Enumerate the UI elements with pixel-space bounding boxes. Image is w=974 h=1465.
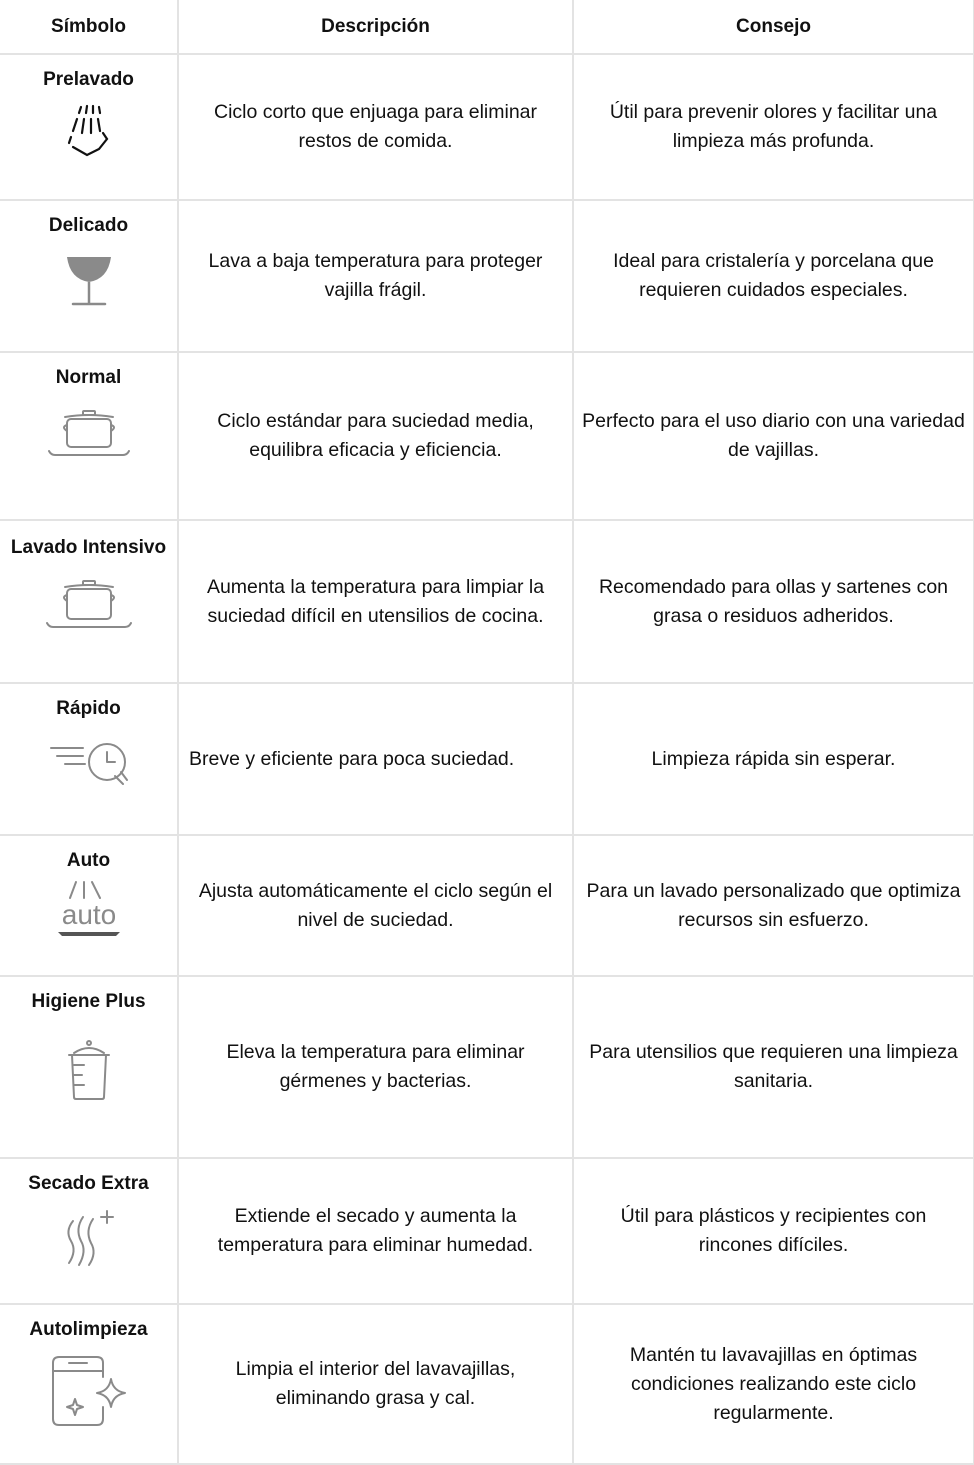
table-row [0,976,974,1158]
description-cell: Ajusta automáticamente el ciclo según el nivel de suciedad. [178,835,573,976]
symbol-cell [0,200,178,352]
symbol-cell [0,976,178,1158]
table-row [0,835,974,976]
advice-cell: Útil para prevenir olores y facilitar una limpieza más profunda. [573,54,974,200]
prewash-spray-icon [0,103,177,161]
table-row [0,1304,974,1464]
symbol-cell [0,683,178,835]
symbol-cell [0,54,178,200]
advice-cell: Ideal para cristalería y porcelana que requieren cuidados especiales. [573,200,974,352]
symbol-cell [0,835,178,976]
description-cell: Breve y eficiente para poca suciedad. [178,683,573,835]
description-cell: Limpia el interior del lavavajillas, eliminando grasa y cal. [178,1304,573,1464]
self-clean-sparkle-icon [0,1355,177,1429]
program-name: Rápido [56,698,121,719]
table-row [0,683,974,835]
extra-dry-steam-icon [0,1205,177,1271]
header-advice: Consejo [573,0,974,54]
advice-cell: Perfecto para el uso diario con una variedad de vajillas. [573,352,974,520]
advice-cell: Recomendado para ollas y sartenes con grasa o residuos adheridos. [573,520,974,683]
advice-cell: Útil para plásticos y recipientes con rincones difíciles. [573,1158,974,1304]
wine-glass-icon [0,255,177,307]
symbol-cell [0,520,178,683]
description-cell: Eleva la temperatura para eliminar gérmenes y bacterias. [178,976,573,1158]
header-symbol: Símbolo [0,0,178,54]
hygiene-container-icon [0,1039,177,1103]
header-description: Descripción [178,0,573,54]
advice-cell: Para un lavado personalizado que optimiza recursos sin esfuerzo. [573,835,974,976]
program-name: Delicado [48,215,129,236]
table-row [0,1158,974,1304]
auto-icon [0,878,177,942]
symbol-cell [0,1158,178,1304]
program-name: Autolimpieza [29,1319,148,1340]
symbol-cell [0,1304,178,1464]
program-name: Normal [55,367,122,388]
program-name: Prelavado [43,69,134,90]
symbol-cell [0,352,178,520]
table-row [0,200,974,352]
program-name: Auto [66,850,111,871]
quick-clock-icon [0,740,177,792]
advice-cell: Limpieza rápida sin esperar. [573,683,974,835]
advice-cell: Para utensilios que requieren una limpieza sanitaria. [573,976,974,1158]
program-name: Lavado Intensivo [10,537,167,558]
table-row [0,352,974,520]
pot-intensive-icon [0,579,177,631]
description-cell: Aumenta la temperatura para limpiar la suciedad difícil en utensilios de cocina. [178,520,573,683]
table-row [0,54,974,200]
table-row [0,520,974,683]
program-name: Secado Extra [28,1173,149,1194]
program-name: Higiene Plus [31,991,146,1012]
advice-cell: Mantén tu lavavajillas en óptimas condiciones realizando este ciclo regularmente. [573,1304,974,1464]
description-cell: Extiende el secado y aumenta la temperatura para eliminar humedad. [178,1158,573,1304]
pot-icon [0,409,177,461]
auto-icon-text: auto [61,899,116,930]
description-cell: Ciclo corto que enjuaga para eliminar restos de comida. [178,54,573,200]
description-cell: Ciclo estándar para suciedad media, equilibra eficacia y eficiencia. [178,352,573,520]
description-cell: Lava a baja temperatura para proteger vajilla frágil. [178,200,573,352]
header-row [0,0,974,54]
